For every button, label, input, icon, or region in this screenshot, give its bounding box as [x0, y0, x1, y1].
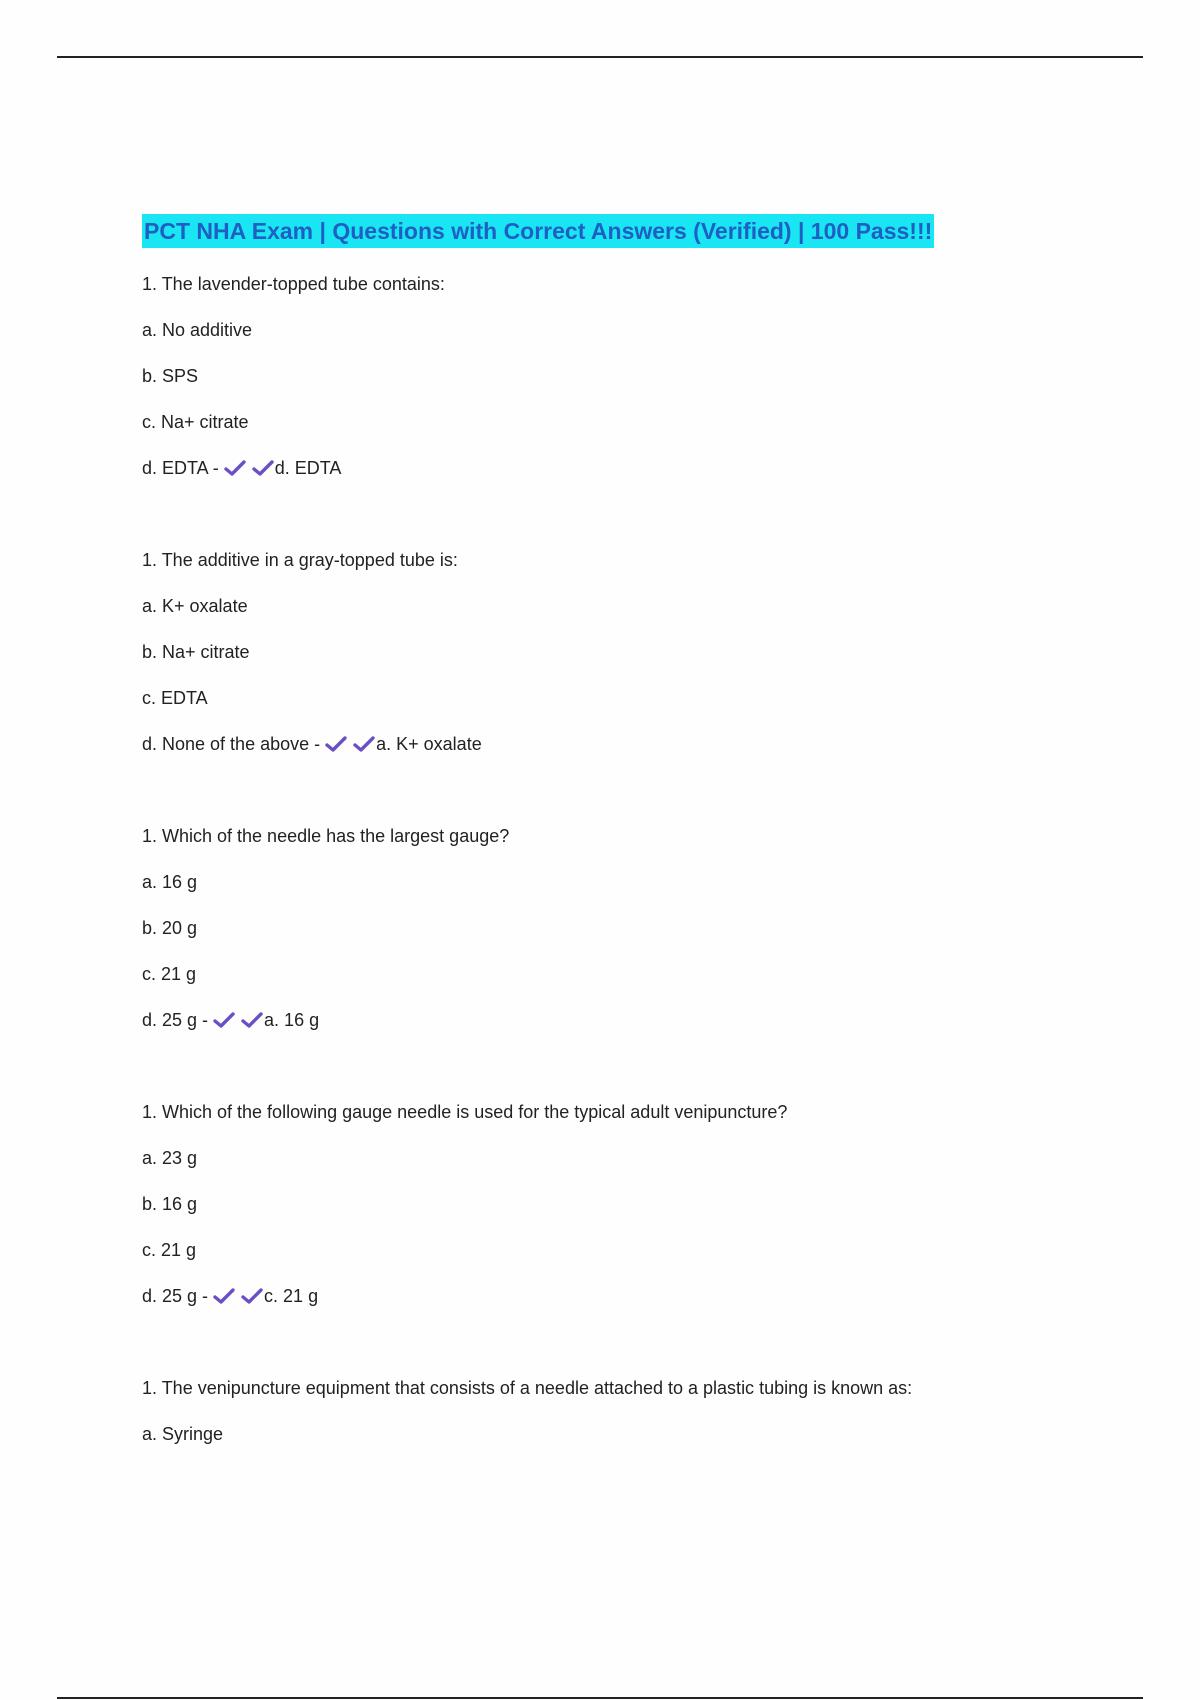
- answer-option: a. K+ oxalate: [142, 596, 248, 616]
- answer-option: c. Na+ citrate: [142, 412, 249, 432]
- answer-option: d. 25 g -: [142, 1286, 209, 1306]
- answer-option: d. 25 g -: [142, 1010, 209, 1030]
- answer-line: [142, 732, 1142, 756]
- correct-answer: d. EDTA: [274, 458, 342, 478]
- question-text: 1. Which of the following gauge needle is used for the typical adult venipuncture?: [142, 1102, 788, 1122]
- question-text: 1. Which of the needle has the largest gauge?: [142, 826, 510, 846]
- question-text: 1. The lavender-topped tube contains:: [142, 274, 445, 294]
- answer-option: c. 21 g: [142, 1240, 197, 1260]
- correct-answer: c. 21 g: [264, 1286, 319, 1306]
- section-gap: [142, 1308, 1142, 1376]
- answer-option: b. 20 g: [142, 918, 198, 938]
- checkmark-icon: [240, 1010, 264, 1030]
- question-block: [142, 1100, 1142, 1308]
- answer-option: a. Syringe: [142, 1424, 224, 1444]
- section-gap: [142, 756, 1142, 824]
- checkmark-icon: [212, 1286, 236, 1306]
- answer-option: a. 16 g: [142, 872, 198, 892]
- header-rule: [57, 56, 1143, 58]
- checkmark-icon: [352, 734, 376, 754]
- answer-line: [142, 1008, 1142, 1032]
- correct-answer: a. K+ oxalate: [376, 734, 482, 754]
- document-content: [142, 214, 1142, 1446]
- checkmark-icon: [251, 458, 275, 478]
- question-block: [142, 1376, 1142, 1446]
- answer-option: d. None of the above -: [142, 734, 321, 754]
- answer-option: d. EDTA -: [142, 458, 219, 478]
- correct-answer: a. 16 g: [264, 1010, 320, 1030]
- answer-line: [142, 1284, 1142, 1308]
- answer-option: a. 23 g: [142, 1148, 198, 1168]
- section-gap: [142, 1032, 1142, 1100]
- answer-option: c. EDTA: [142, 688, 208, 708]
- question-block: [142, 272, 1142, 480]
- checkmark-icon: [223, 458, 247, 478]
- answer-option: b. 16 g: [142, 1194, 198, 1214]
- answer-line: [142, 456, 1142, 480]
- footer-rule: [57, 1697, 1143, 1699]
- answer-option: c. 21 g: [142, 964, 197, 984]
- section-gap: [142, 480, 1142, 548]
- checkmark-icon: [240, 1286, 264, 1306]
- document-title: PCT NHA Exam | Questions with Correct Answers (Verified) | 100 Pass!!!: [142, 214, 934, 248]
- question-text: 1. The additive in a gray-topped tube is:: [142, 550, 458, 570]
- answer-option: a. No additive: [142, 320, 253, 340]
- checkmark-icon: [212, 1010, 236, 1030]
- question-text: 1. The venipuncture equipment that consists of a needle attached to a plastic tubing is known as:: [142, 1378, 913, 1398]
- answer-option: b. Na+ citrate: [142, 642, 250, 662]
- checkmark-icon: [324, 734, 348, 754]
- question-block: [142, 548, 1142, 756]
- answer-option: b. SPS: [142, 366, 199, 386]
- question-block: [142, 824, 1142, 1032]
